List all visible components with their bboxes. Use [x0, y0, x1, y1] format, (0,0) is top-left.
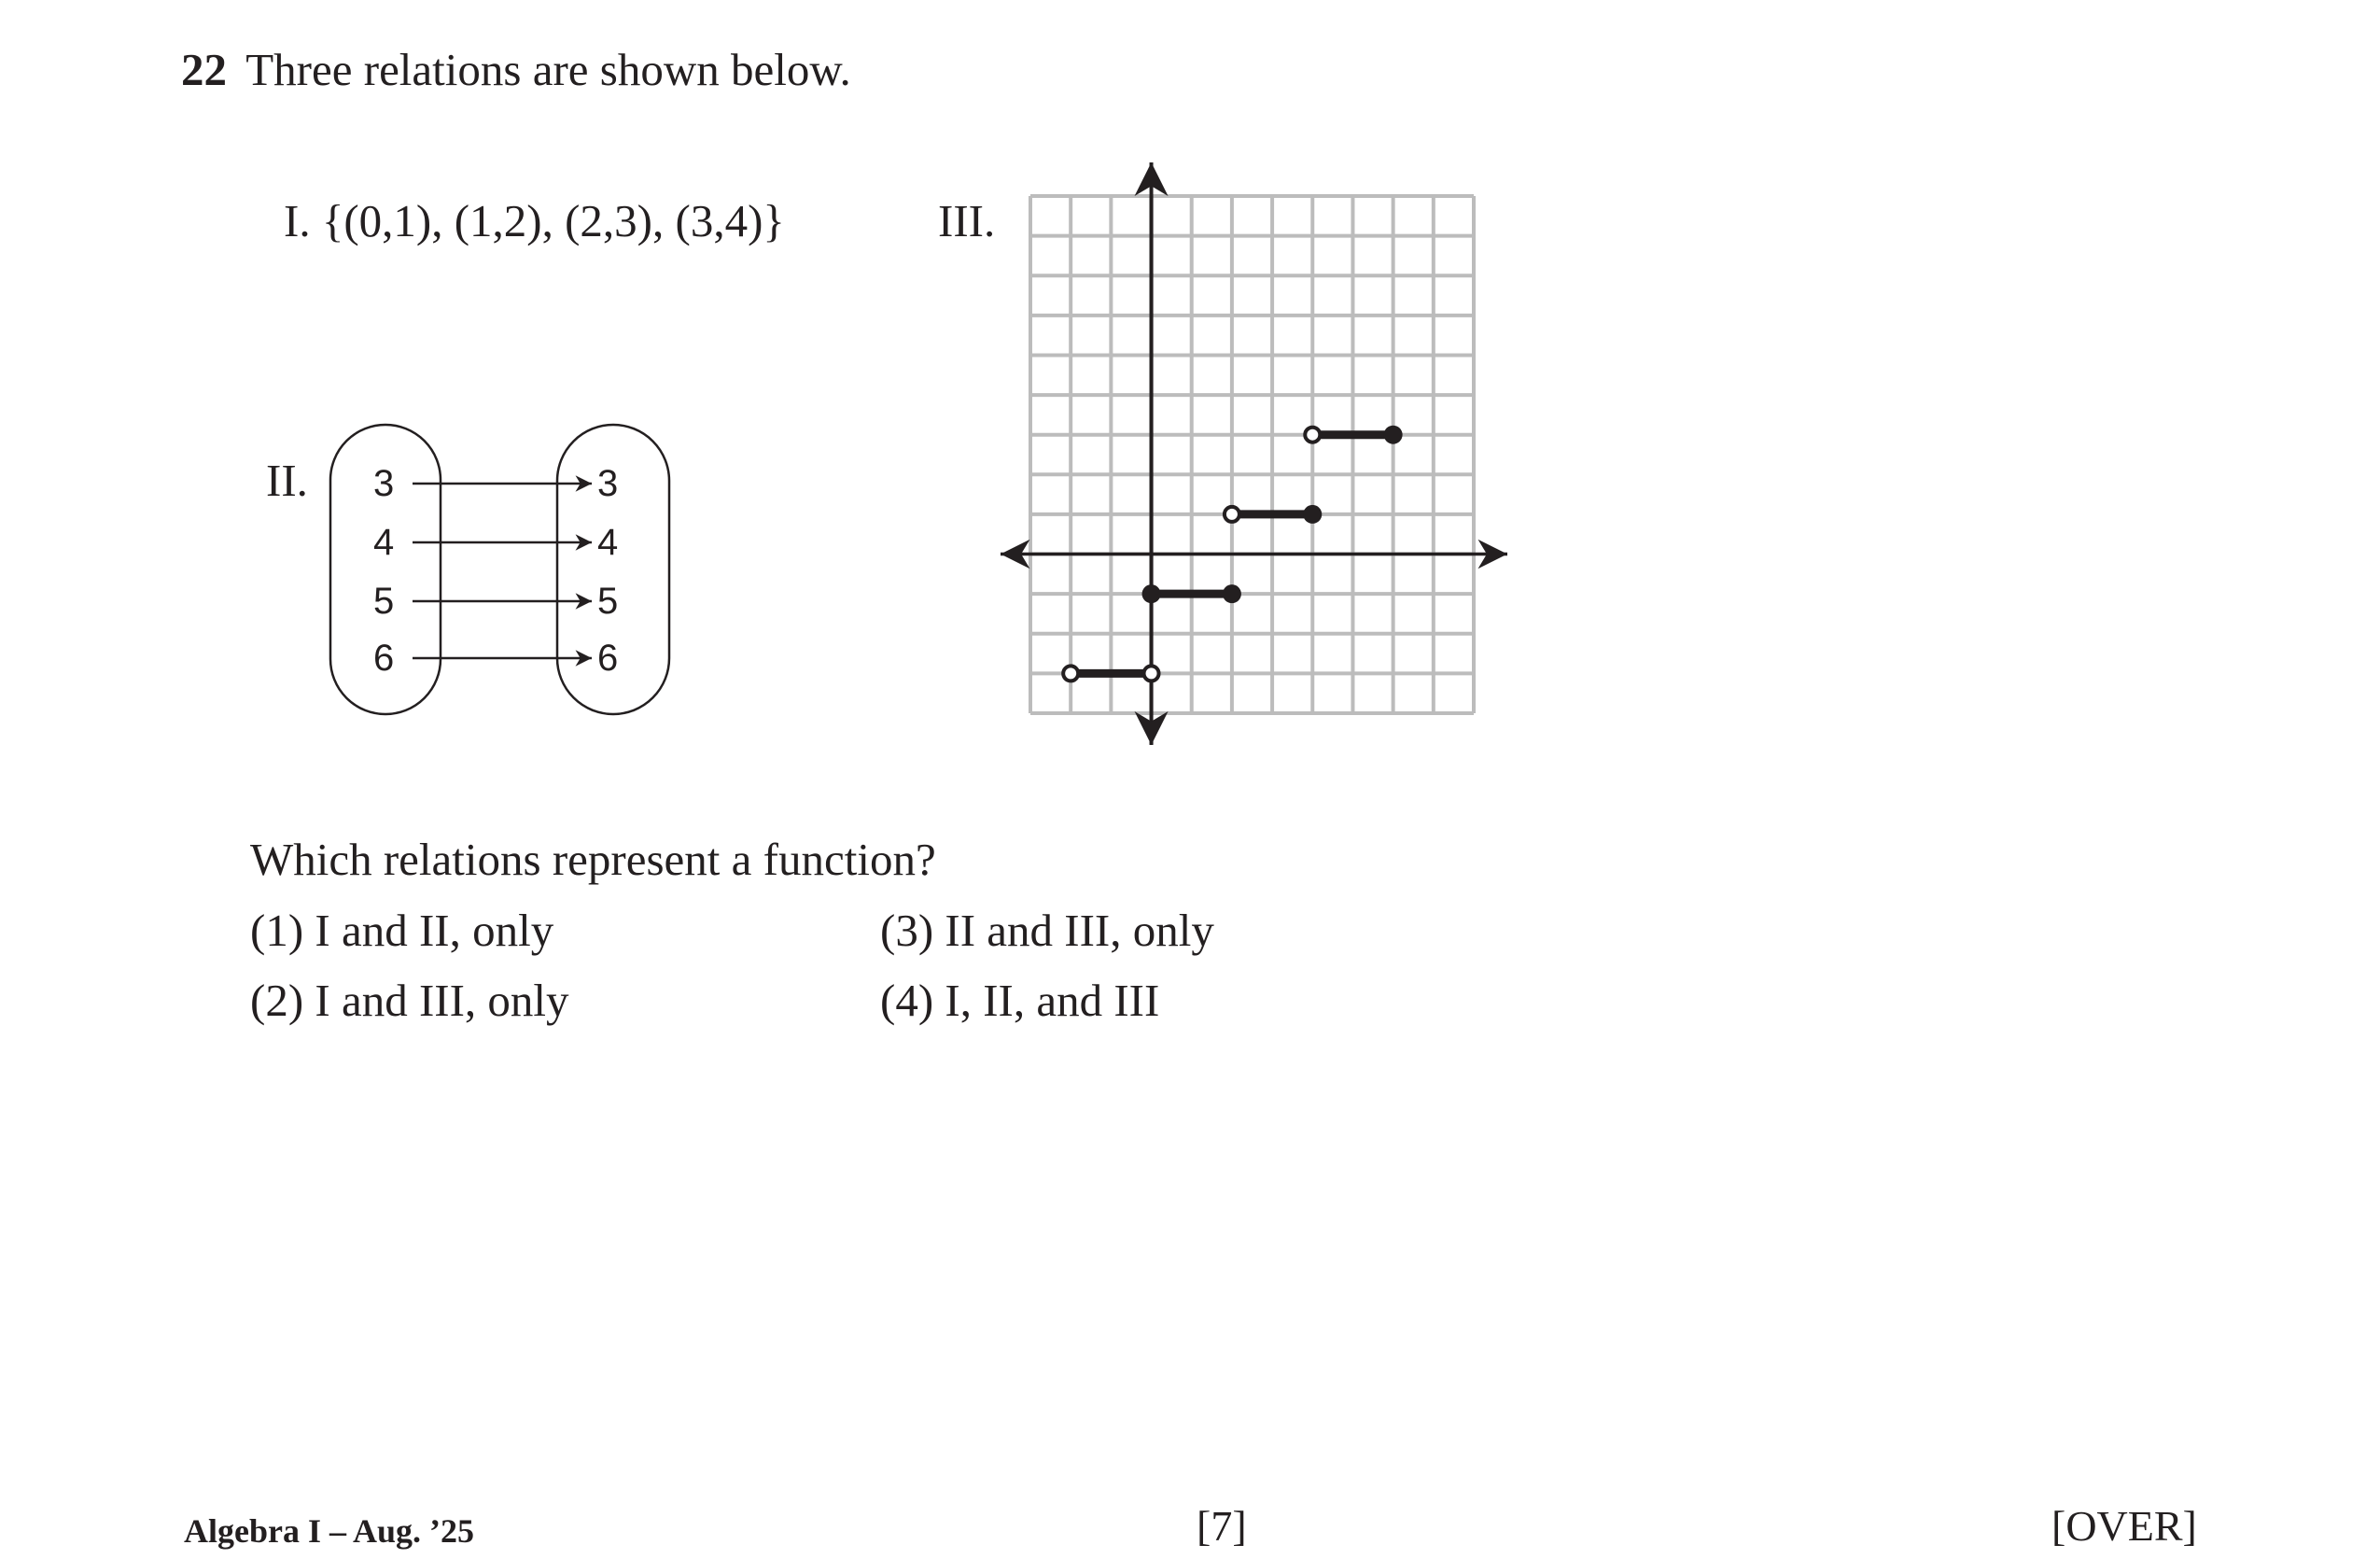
- closed-endpoint: [1223, 584, 1241, 603]
- domain-value: 5: [373, 581, 395, 622]
- open-endpoint: [1305, 428, 1320, 442]
- range-value: 6: [597, 638, 619, 679]
- choice-1-text: I and II, only: [315, 905, 554, 956]
- domain-value: 4: [373, 522, 395, 563]
- question-number: 22: [181, 44, 227, 95]
- footer-over: [OVER]: [2051, 1502, 2197, 1550]
- relation-i: [284, 195, 785, 246]
- range-value: 4: [597, 522, 619, 563]
- range-value: 3: [597, 463, 619, 504]
- prompt: Which relations represent a function?: [250, 834, 936, 885]
- choice-3[interactable]: [880, 905, 1214, 956]
- footer-page-number: [7]: [1197, 1502, 1247, 1550]
- closed-endpoint: [1303, 505, 1322, 524]
- relation-ii-label: II.: [266, 455, 308, 506]
- choice-2-number: (2): [250, 975, 304, 1026]
- choice-2-text: I and III, only: [315, 975, 569, 1026]
- choice-1-number: (1): [250, 905, 304, 956]
- choice-4-number: (4): [880, 975, 934, 1026]
- open-endpoint: [1144, 666, 1159, 681]
- closed-endpoint: [1142, 584, 1161, 603]
- question-stem: Three relations are shown below.: [245, 44, 851, 95]
- open-endpoint: [1225, 507, 1239, 522]
- footer-exam-title: Algebra I – Aug. ’25: [184, 1512, 475, 1550]
- choice-2[interactable]: [250, 975, 569, 1026]
- relation-iii-label: III.: [938, 195, 996, 246]
- relation-i-label: I.: [284, 195, 311, 246]
- relation-i-set: {(0,1), (1,2), (2,3), (3,4)}: [321, 195, 785, 246]
- relation-iii-graph: [1001, 162, 1507, 745]
- choice-4-text: I, II, and III: [945, 975, 1160, 1026]
- choice-3-text: II and III, only: [945, 905, 1214, 956]
- question-header: [181, 44, 851, 95]
- choice-1[interactable]: [250, 905, 554, 956]
- closed-endpoint: [1384, 426, 1403, 444]
- open-endpoint: [1063, 666, 1078, 681]
- choice-4[interactable]: [880, 975, 1160, 1026]
- domain-value: 3: [373, 463, 395, 504]
- range-value: 5: [597, 581, 619, 622]
- domain-value: 6: [373, 638, 395, 679]
- choice-3-number: (3): [880, 905, 934, 956]
